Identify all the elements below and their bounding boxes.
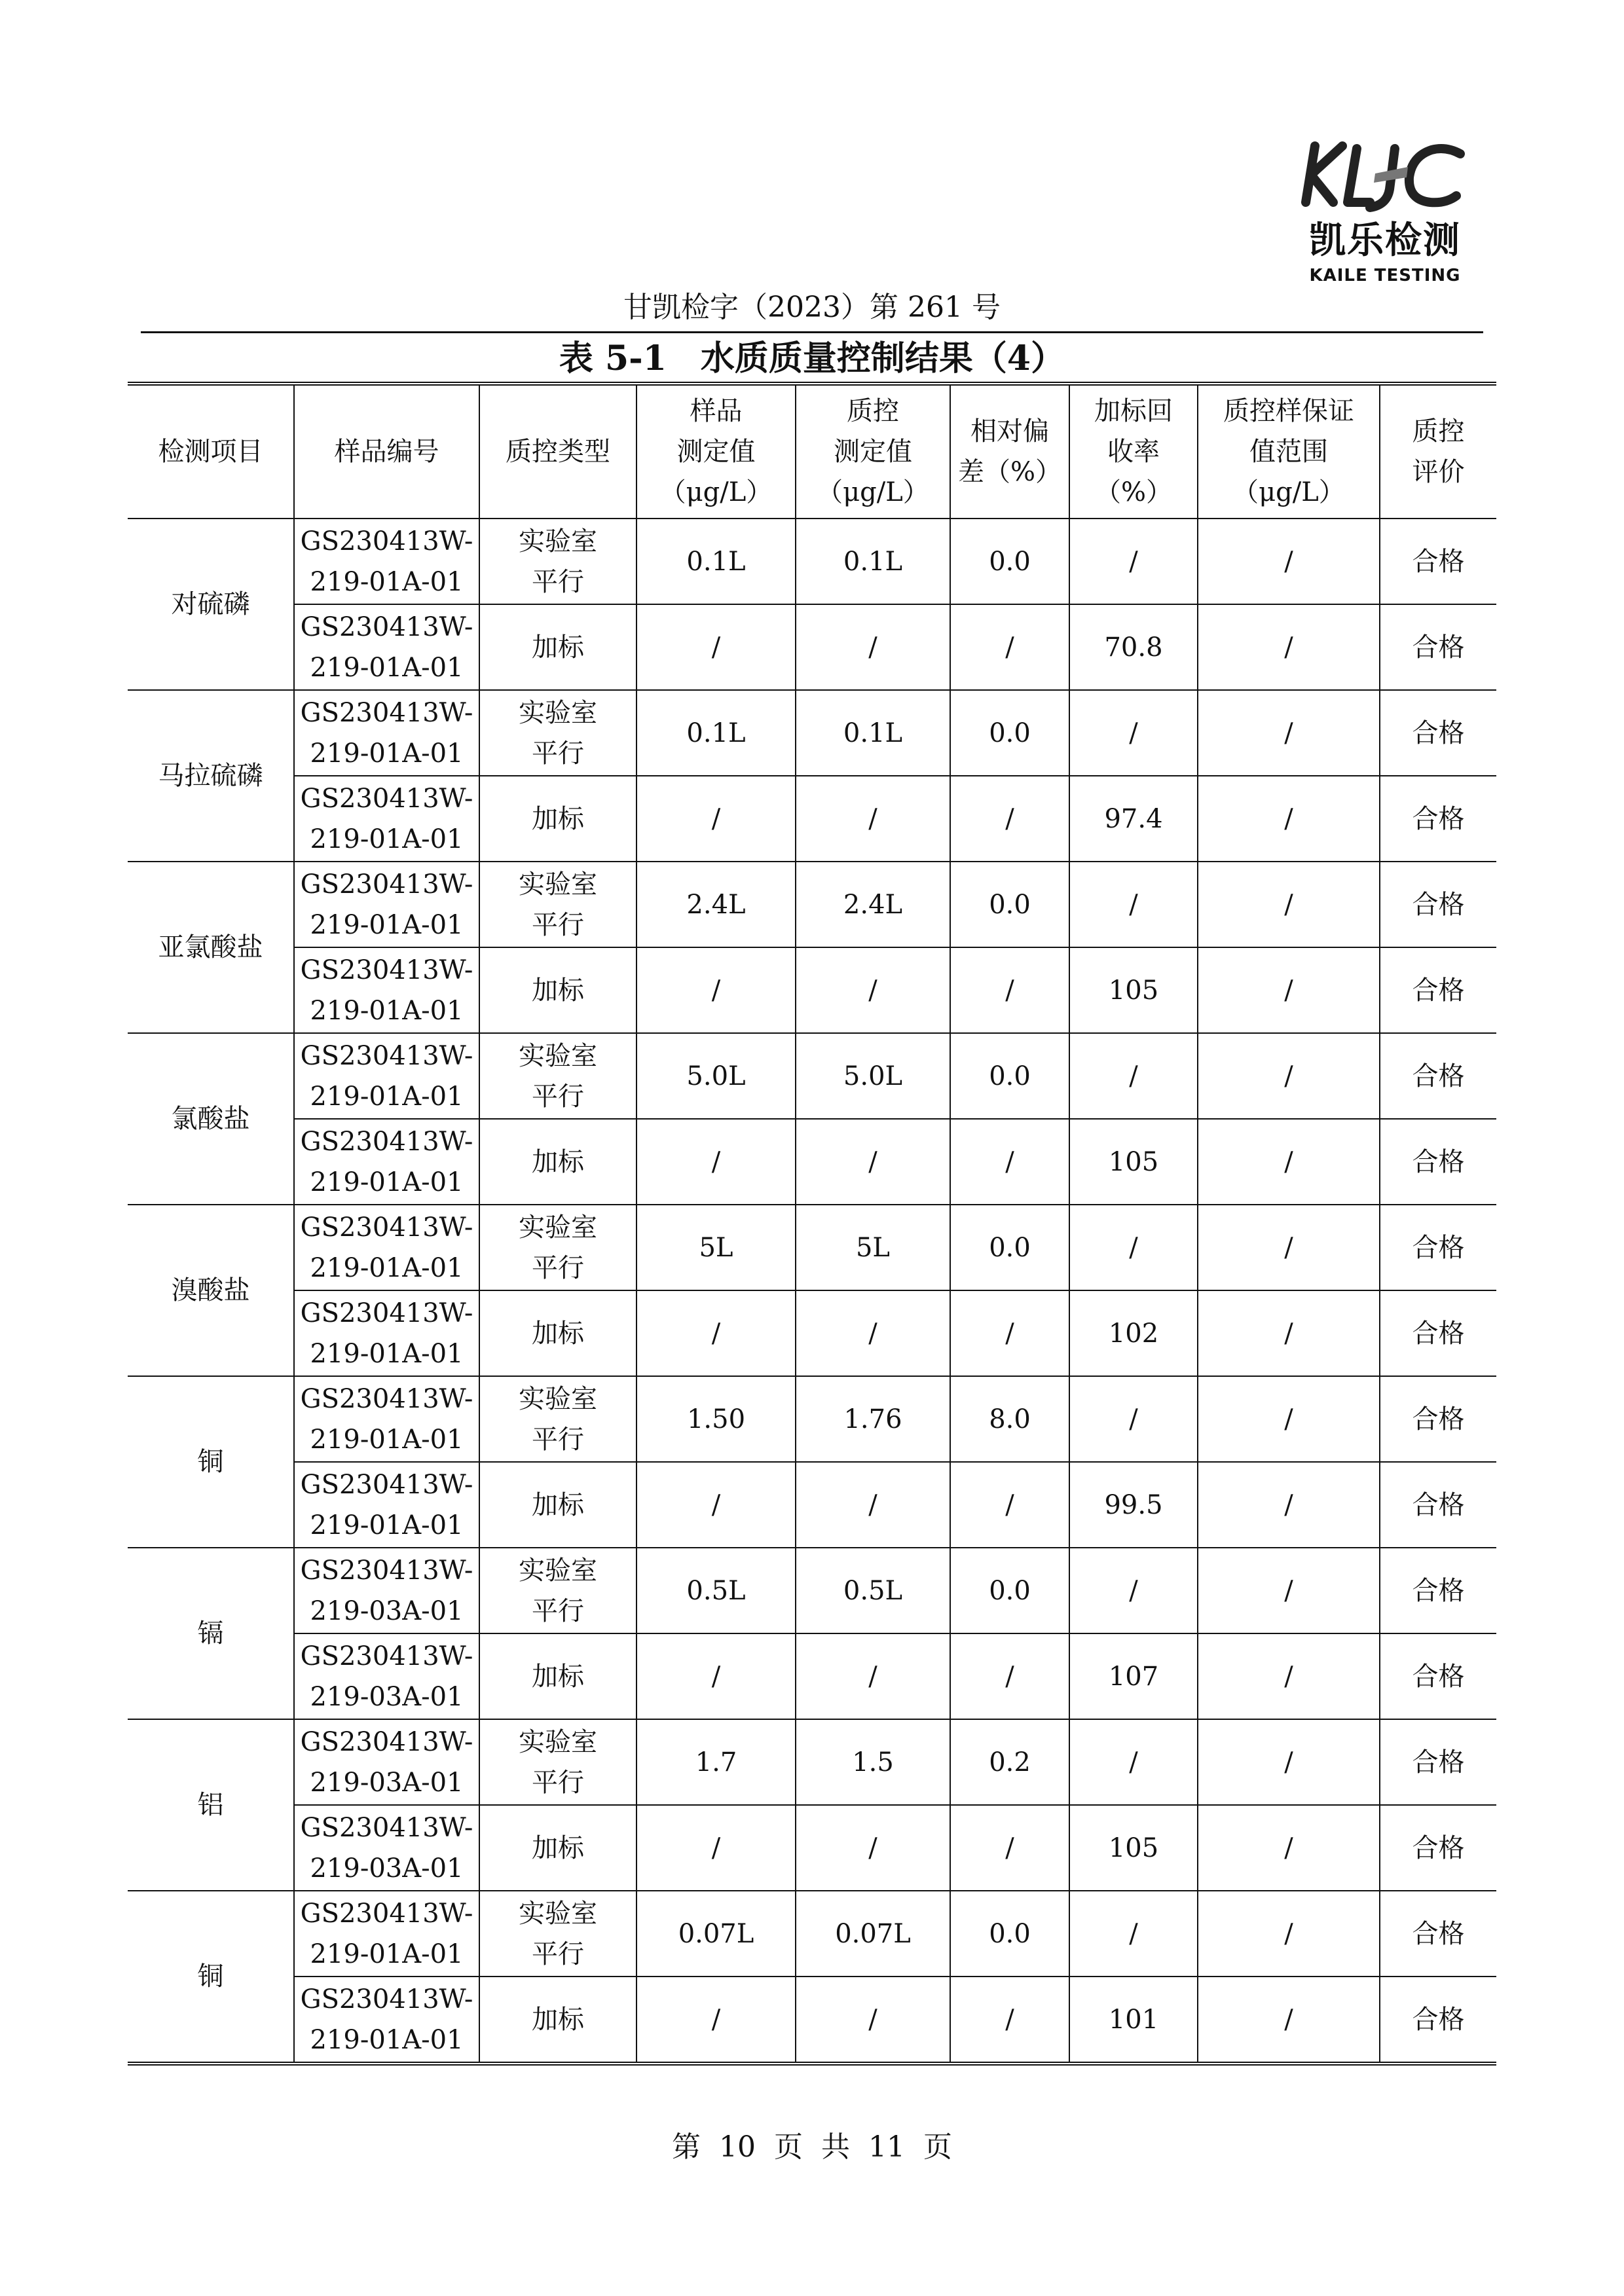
cell-qc-type xyxy=(479,1376,637,1462)
cell-qc-range: / xyxy=(1198,1805,1380,1891)
cell-qc-type xyxy=(479,862,637,947)
cell-relative-deviation: 0.0 xyxy=(950,1033,1069,1119)
cell-sample-id-line: 219-01A-01 xyxy=(310,1424,464,1455)
cell-qc-type-line: 加标 xyxy=(532,632,584,663)
cell-relative-deviation: 0.0 xyxy=(950,1891,1069,1977)
table-row xyxy=(128,1033,1496,1119)
cell-recovery: / xyxy=(1069,519,1198,604)
cell-qc-value: / xyxy=(796,1977,950,2064)
cell-relative-deviation: / xyxy=(950,776,1069,862)
cell-recovery: 105 xyxy=(1069,1119,1198,1205)
column-header-sample-id xyxy=(294,384,479,519)
cell-relative-deviation: 0.0 xyxy=(950,519,1069,604)
cell-evaluation: 合格 xyxy=(1380,862,1496,947)
cell-relative-deviation: 0.0 xyxy=(950,690,1069,776)
cell-sample-value: 5L xyxy=(637,1205,796,1290)
cell-recovery: 107 xyxy=(1069,1633,1198,1719)
cell-recovery: 97.4 xyxy=(1069,776,1198,862)
cell-qc-value: / xyxy=(796,1805,950,1891)
cell-qc-type xyxy=(479,1033,637,1119)
table-row xyxy=(128,1119,1496,1205)
cell-sample-value: 0.07L xyxy=(637,1891,796,1977)
cell-evaluation: 合格 xyxy=(1380,1205,1496,1290)
cell-item: 铜 xyxy=(128,1891,294,2064)
cell-qc-range: / xyxy=(1198,1977,1380,2064)
cell-qc-type-line: 加标 xyxy=(532,975,584,1006)
cell-sample-id-line: 219-03A-01 xyxy=(310,1853,464,1884)
cell-qc-type-line: 平行 xyxy=(532,1939,584,1969)
cell-sample-id xyxy=(294,1119,479,1205)
company-logo xyxy=(1297,134,1473,291)
cell-qc-type-line: 实验室 xyxy=(519,1383,597,1414)
table-row xyxy=(128,519,1496,604)
cell-sample-id-line: GS230413W- xyxy=(300,1040,473,1071)
cell-qc-type-line: 实验室 xyxy=(519,1898,597,1929)
cell-recovery: / xyxy=(1069,690,1198,776)
cell-relative-deviation: / xyxy=(950,1977,1069,2064)
cell-qc-type xyxy=(479,1205,637,1290)
cell-evaluation: 合格 xyxy=(1380,1633,1496,1719)
cell-qc-type xyxy=(479,1290,637,1376)
cell-qc-value: / xyxy=(796,604,950,690)
cell-sample-id-line: GS230413W- xyxy=(300,1641,473,1671)
cell-qc-type xyxy=(479,776,637,862)
cell-evaluation: 合格 xyxy=(1380,604,1496,690)
cell-evaluation: 合格 xyxy=(1380,1977,1496,2064)
cell-relative-deviation: 0.2 xyxy=(950,1719,1069,1805)
cell-qc-type xyxy=(479,519,637,604)
cell-qc-value: / xyxy=(796,1119,950,1205)
cell-sample-id-line: GS230413W- xyxy=(300,783,473,814)
cell-sample-id-line: 219-01A-01 xyxy=(310,824,464,854)
cell-sample-id xyxy=(294,862,479,947)
cell-qc-type-line: 实验室 xyxy=(519,526,597,556)
table-row xyxy=(128,1462,1496,1548)
cell-sample-id-line: GS230413W- xyxy=(300,697,473,728)
table-row xyxy=(128,1376,1496,1462)
cell-sample-value: 0.1L xyxy=(637,690,796,776)
cell-sample-id-line: 219-03A-01 xyxy=(310,1767,464,1798)
cell-item: 铝 xyxy=(128,1719,294,1891)
cell-evaluation: 合格 xyxy=(1380,1548,1496,1633)
column-header-line: 评价 xyxy=(1412,457,1465,487)
cell-qc-type xyxy=(479,1805,637,1891)
cell-qc-type xyxy=(479,1633,637,1719)
cell-qc-type-line: 平行 xyxy=(532,738,584,769)
header-rule xyxy=(141,331,1483,333)
cell-qc-value: / xyxy=(796,1633,950,1719)
table-row xyxy=(128,1977,1496,2064)
column-header-recovery xyxy=(1069,384,1198,519)
page-footer: 第 10 页 共 11 页 xyxy=(672,2130,952,2164)
cell-sample-id-line: GS230413W- xyxy=(300,1469,473,1500)
cell-sample-id xyxy=(294,776,479,862)
cell-qc-value: 5L xyxy=(796,1205,950,1290)
column-header-line: 质控 xyxy=(1412,416,1465,446)
column-header-qc-value xyxy=(796,384,950,519)
cell-evaluation: 合格 xyxy=(1380,1719,1496,1805)
cell-sample-value: / xyxy=(637,604,796,690)
column-header-evaluation xyxy=(1380,384,1496,519)
cell-sample-value: 2.4L xyxy=(637,862,796,947)
cell-sample-id-line: 219-01A-01 xyxy=(310,566,464,597)
cell-sample-id-line: 219-01A-01 xyxy=(310,1338,464,1369)
cell-qc-range: / xyxy=(1198,862,1380,947)
table-title: 表 5-1 水质质量控制结果（4） xyxy=(559,338,1065,378)
cell-evaluation: 合格 xyxy=(1380,1119,1496,1205)
table-row xyxy=(128,1548,1496,1633)
cell-sample-id xyxy=(294,1805,479,1891)
cell-qc-type-line: 实验室 xyxy=(519,1040,597,1071)
cell-qc-range: / xyxy=(1198,604,1380,690)
cell-qc-type xyxy=(479,1462,637,1548)
cell-qc-type-line: 平行 xyxy=(532,909,584,940)
cell-sample-id-line: 219-01A-01 xyxy=(310,1252,464,1283)
cell-recovery: / xyxy=(1069,862,1198,947)
cell-sample-id-line: 219-01A-01 xyxy=(310,995,464,1026)
cell-qc-type-line: 平行 xyxy=(532,1081,584,1112)
cell-recovery: / xyxy=(1069,1376,1198,1462)
cell-qc-type-line: 平行 xyxy=(532,1767,584,1798)
column-header-line: 收率 xyxy=(1107,437,1160,467)
cell-evaluation: 合格 xyxy=(1380,776,1496,862)
cell-qc-value: / xyxy=(796,776,950,862)
cell-item: 对硫磷 xyxy=(128,519,294,690)
cell-qc-type xyxy=(479,1891,637,1977)
cell-qc-value: / xyxy=(796,947,950,1033)
cell-qc-type-line: 加标 xyxy=(532,1318,584,1349)
column-header-line: （%） xyxy=(1094,477,1172,507)
column-header-line: 质控 xyxy=(847,396,899,426)
cell-sample-id xyxy=(294,1205,479,1290)
cell-sample-id xyxy=(294,1290,479,1376)
cell-evaluation: 合格 xyxy=(1380,1033,1496,1119)
cell-qc-range: / xyxy=(1198,1119,1380,1205)
cell-qc-value: 0.5L xyxy=(796,1548,950,1633)
column-header-line: 样品编号 xyxy=(334,437,439,467)
cell-qc-type-line: 实验室 xyxy=(519,869,597,900)
column-header-line: 测定值 xyxy=(676,437,756,467)
cell-qc-type-line: 加标 xyxy=(532,1146,584,1177)
cell-evaluation: 合格 xyxy=(1380,1462,1496,1548)
cell-qc-range: / xyxy=(1198,1376,1380,1462)
cell-sample-id-line: 219-01A-01 xyxy=(310,652,464,683)
cell-recovery: 102 xyxy=(1069,1290,1198,1376)
cell-sample-id-line: GS230413W- xyxy=(300,1812,473,1843)
cell-qc-value: 0.07L xyxy=(796,1891,950,1977)
cell-sample-id-line: 219-01A-01 xyxy=(310,1939,464,1969)
logo-name-cn: 凯乐检测 xyxy=(1309,219,1461,262)
cell-evaluation: 合格 xyxy=(1380,1891,1496,1977)
cell-sample-id-line: GS230413W- xyxy=(300,1383,473,1414)
table-row xyxy=(128,862,1496,947)
cell-relative-deviation: / xyxy=(950,1805,1069,1891)
cell-qc-type-line: 加标 xyxy=(532,1489,584,1520)
cell-qc-type-line: 加标 xyxy=(532,2004,584,2035)
cell-qc-range: / xyxy=(1198,1205,1380,1290)
cell-qc-value: 0.1L xyxy=(796,690,950,776)
cell-qc-type-line: 实验室 xyxy=(519,1555,597,1586)
column-header-line: 质控类型 xyxy=(506,437,610,467)
cell-sample-value: 5.0L xyxy=(637,1033,796,1119)
cell-recovery: 105 xyxy=(1069,947,1198,1033)
cell-recovery: / xyxy=(1069,1205,1198,1290)
cell-relative-deviation: / xyxy=(950,604,1069,690)
cell-sample-id-line: 219-01A-01 xyxy=(310,2024,464,2055)
cell-recovery: 70.8 xyxy=(1069,604,1198,690)
cell-sample-id xyxy=(294,1633,479,1719)
cell-qc-range: / xyxy=(1198,1548,1380,1633)
cell-item: 铜 xyxy=(128,1376,294,1548)
cell-sample-value: / xyxy=(637,1633,796,1719)
cell-recovery: / xyxy=(1069,1891,1198,1977)
cell-sample-id-line: 219-03A-01 xyxy=(310,1595,464,1626)
cell-sample-id-line: 219-03A-01 xyxy=(310,1681,464,1712)
cell-qc-range: / xyxy=(1198,1719,1380,1805)
cell-recovery: 105 xyxy=(1069,1805,1198,1891)
cell-sample-id xyxy=(294,604,479,690)
cell-sample-value: / xyxy=(637,1119,796,1205)
cell-sample-id-line: GS230413W- xyxy=(300,1298,473,1328)
cell-sample-id-line: GS230413W- xyxy=(300,955,473,985)
cell-sample-id xyxy=(294,1462,479,1548)
table-row xyxy=(128,690,1496,776)
cell-evaluation: 合格 xyxy=(1380,519,1496,604)
cell-qc-type-line: 加标 xyxy=(532,803,584,834)
column-header-qc-range xyxy=(1198,384,1380,519)
cell-sample-id-line: GS230413W- xyxy=(300,1212,473,1243)
cell-recovery: / xyxy=(1069,1033,1198,1119)
cell-item: 马拉硫磷 xyxy=(128,690,294,862)
column-header-line: 值范围 xyxy=(1249,437,1328,467)
cell-qc-type xyxy=(479,604,637,690)
table-row xyxy=(128,1719,1496,1805)
cell-qc-range: / xyxy=(1198,690,1380,776)
cell-qc-range: / xyxy=(1198,947,1380,1033)
cell-recovery: / xyxy=(1069,1719,1198,1805)
cell-sample-id-line: 219-01A-01 xyxy=(310,1081,464,1112)
table-row xyxy=(128,604,1496,690)
column-header-line: 样品 xyxy=(690,396,743,426)
table-row xyxy=(128,1290,1496,1376)
cell-qc-range: / xyxy=(1198,1033,1380,1119)
cell-recovery: 99.5 xyxy=(1069,1462,1198,1548)
cell-sample-id-line: GS230413W- xyxy=(300,1726,473,1757)
cell-sample-value: / xyxy=(637,947,796,1033)
cell-sample-value: / xyxy=(637,1805,796,1891)
cell-evaluation: 合格 xyxy=(1380,690,1496,776)
column-header-line: 加标回 xyxy=(1094,396,1173,426)
cell-evaluation: 合格 xyxy=(1380,947,1496,1033)
cell-sample-id xyxy=(294,1719,479,1805)
cell-sample-id-line: GS230413W- xyxy=(300,1555,473,1586)
cell-qc-type-line: 实验室 xyxy=(519,1212,597,1243)
cell-qc-range: / xyxy=(1198,519,1380,604)
cell-sample-id-line: GS230413W- xyxy=(300,526,473,556)
table-row xyxy=(128,1205,1496,1290)
cell-sample-value: 1.7 xyxy=(637,1719,796,1805)
column-header-item xyxy=(128,384,294,519)
cell-evaluation: 合格 xyxy=(1380,1805,1496,1891)
cell-sample-id-line: GS230413W- xyxy=(300,869,473,900)
cell-qc-range: / xyxy=(1198,776,1380,862)
cell-relative-deviation: 0.0 xyxy=(950,862,1069,947)
cell-sample-id-line: 219-01A-01 xyxy=(310,738,464,769)
cell-relative-deviation: 0.0 xyxy=(950,1548,1069,1633)
table-row xyxy=(128,776,1496,862)
cell-recovery: 101 xyxy=(1069,1977,1198,2064)
table-header-row xyxy=(128,384,1496,519)
table-row xyxy=(128,1891,1496,1977)
cell-item: 亚氯酸盐 xyxy=(128,862,294,1033)
cell-sample-value: / xyxy=(637,1290,796,1376)
cell-relative-deviation: 8.0 xyxy=(950,1376,1069,1462)
logo-name-en: KAILE TESTING xyxy=(1309,266,1461,285)
cell-sample-id xyxy=(294,519,479,604)
cell-sample-id xyxy=(294,947,479,1033)
cell-sample-id xyxy=(294,1891,479,1977)
cell-evaluation: 合格 xyxy=(1380,1376,1496,1462)
cell-sample-id xyxy=(294,1977,479,2064)
column-header-qc-type xyxy=(479,384,637,519)
cell-qc-value: 0.1L xyxy=(796,519,950,604)
column-header-line: 差（%） xyxy=(957,457,1061,487)
cell-qc-value: 5.0L xyxy=(796,1033,950,1119)
cell-qc-range: / xyxy=(1198,1891,1380,1977)
cell-sample-id-line: 219-01A-01 xyxy=(310,1167,464,1197)
column-header-line: 测定值 xyxy=(834,437,912,467)
cell-item: 溴酸盐 xyxy=(128,1205,294,1376)
cell-relative-deviation: / xyxy=(950,1290,1069,1376)
cell-recovery: / xyxy=(1069,1548,1198,1633)
cell-sample-id-line: GS230413W- xyxy=(300,1984,473,2014)
cell-sample-id-line: 219-01A-01 xyxy=(310,1510,464,1540)
table-row xyxy=(128,1633,1496,1719)
cell-sample-id xyxy=(294,690,479,776)
cell-sample-value: 0.1L xyxy=(637,519,796,604)
cell-sample-id-line: GS230413W- xyxy=(300,1898,473,1929)
cell-relative-deviation: / xyxy=(950,1633,1069,1719)
cell-qc-value: / xyxy=(796,1462,950,1548)
cell-sample-id xyxy=(294,1376,479,1462)
cell-sample-value: 0.5L xyxy=(637,1548,796,1633)
cell-relative-deviation: / xyxy=(950,1119,1069,1205)
cell-qc-value: 1.76 xyxy=(796,1376,950,1462)
cell-sample-value: / xyxy=(637,1977,796,2064)
qc-results-table xyxy=(128,382,1496,2066)
column-header-line: （μg/L） xyxy=(1232,477,1345,507)
cell-qc-type-line: 加标 xyxy=(532,1661,584,1692)
cell-qc-type xyxy=(479,947,637,1033)
table-row xyxy=(128,1805,1496,1891)
table-row xyxy=(128,947,1496,1033)
cell-relative-deviation: 0.0 xyxy=(950,1205,1069,1290)
cell-qc-type-line: 加标 xyxy=(532,1832,584,1863)
column-header-line: 相对偏 xyxy=(970,416,1049,446)
column-header-sample-value xyxy=(637,384,796,519)
cell-evaluation: 合格 xyxy=(1380,1290,1496,1376)
cell-sample-value: / xyxy=(637,776,796,862)
cell-qc-type xyxy=(479,1719,637,1805)
cell-qc-range: / xyxy=(1198,1633,1380,1719)
cell-sample-value: / xyxy=(637,1462,796,1548)
column-header-relative-deviation xyxy=(950,384,1069,519)
cell-relative-deviation: / xyxy=(950,1462,1069,1548)
cell-sample-id-line: GS230413W- xyxy=(300,611,473,642)
cell-qc-value: / xyxy=(796,1290,950,1376)
cell-qc-type xyxy=(479,1119,637,1205)
cell-qc-type xyxy=(479,1548,637,1633)
column-header-line: （μg/L） xyxy=(817,477,929,507)
cell-relative-deviation: / xyxy=(950,947,1069,1033)
cell-sample-id xyxy=(294,1033,479,1119)
column-header-line: （μg/L） xyxy=(659,477,773,507)
cell-sample-value: 1.50 xyxy=(637,1376,796,1462)
cell-qc-type xyxy=(479,690,637,776)
column-header-line: 检测项目 xyxy=(158,437,263,467)
kljc-logo-mark-icon xyxy=(1297,134,1473,213)
cell-item: 镉 xyxy=(128,1548,294,1719)
cell-qc-range: / xyxy=(1198,1462,1380,1548)
column-header-line: 质控样保证 xyxy=(1223,396,1354,426)
cell-sample-id xyxy=(294,1548,479,1633)
cell-sample-id-line: 219-01A-01 xyxy=(310,909,464,940)
cell-item: 氯酸盐 xyxy=(128,1033,294,1205)
document-number: 甘凯检字（2023）第 261 号 xyxy=(623,291,1001,324)
cell-qc-type-line: 平行 xyxy=(532,1424,584,1455)
cell-qc-value: 1.5 xyxy=(796,1719,950,1805)
cell-qc-range: / xyxy=(1198,1290,1380,1376)
cell-qc-type-line: 实验室 xyxy=(519,1726,597,1757)
cell-qc-type-line: 实验室 xyxy=(519,697,597,728)
cell-qc-type xyxy=(479,1977,637,2064)
cell-qc-type-line: 平行 xyxy=(532,1595,584,1626)
cell-sample-id-line: GS230413W- xyxy=(300,1126,473,1157)
cell-qc-type-line: 平行 xyxy=(532,566,584,597)
cell-qc-value: 2.4L xyxy=(796,862,950,947)
cell-qc-type-line: 平行 xyxy=(532,1252,584,1283)
